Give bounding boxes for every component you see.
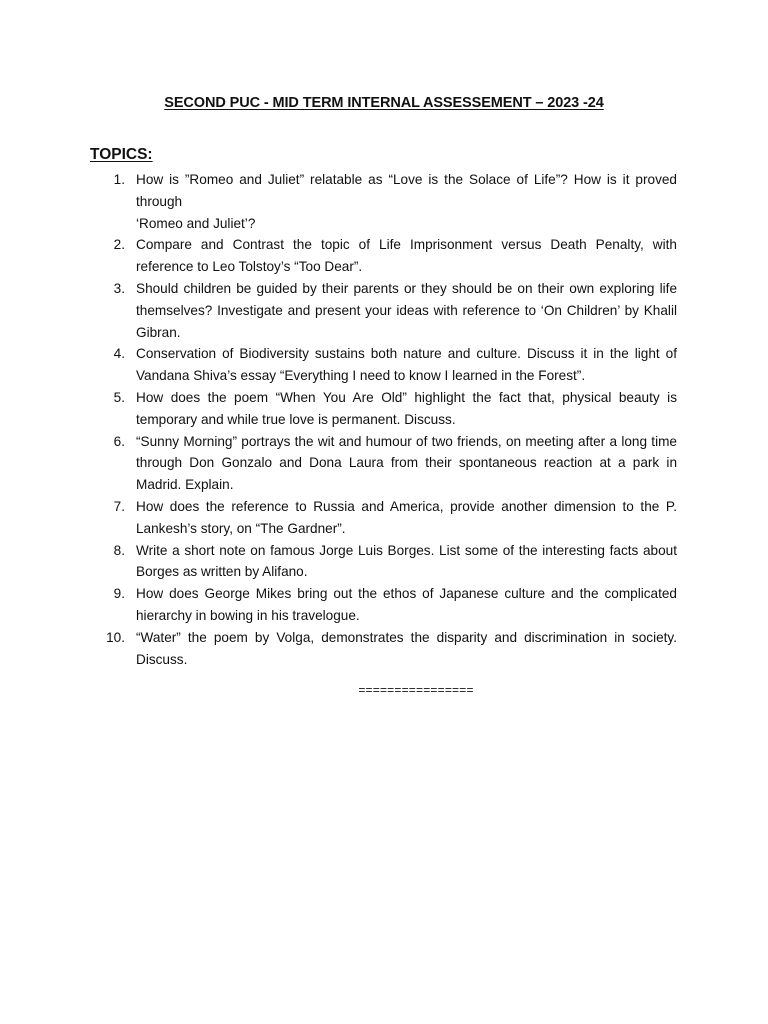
document-title-text: SECOND PUC - MID TERM INTERNAL ASSESSEMENT – 2023 -24 [164,95,604,111]
topic-number: 7. [113,498,125,514]
topic-text: Should children be guided by their parents or they should be on their own exploring life themselves? Investigate and present your ideas with reference to ‘On Children’ by Khalil Gibran. [136,280,677,340]
topic-item-5 [90,387,677,431]
topic-item-10 [90,627,677,671]
topic-item-2 [90,234,677,278]
topic-number: 8. [113,542,125,558]
topic-number: 2. [113,237,125,253]
document-title [0,95,768,111]
topic-item-3 [90,278,677,343]
topic-number: 4. [113,346,125,362]
topic-text: “Water” the poem by Volga, demonstrates the disparity and discrimination in society. Discuss. [136,629,677,667]
topic-item-7 [90,496,677,540]
topic-item-6 [90,431,677,496]
topic-text: How is ”Romeo and Juliet” relatable as “Love is the Solace of Life”? How is it proved through [136,172,677,209]
topic-text: Compare and Contrast the topic of Life Imprisonment versus Death Penalty, with reference to Leo Tolstoy’s “Too Dear”. [136,237,677,275]
topic-text: Write a short note on famous Jorge Luis Borges. List some of the interesting facts about Borges as written by Alifano. [136,542,677,580]
topic-number: 9. [113,586,125,602]
topic-text: Conservation of Biodiversity sustains both nature and culture. Discuss it in the light of Vandana Shiva’s essay “Everything I need to know I learned in the Forest”. [136,346,677,384]
topic-number: 3. [113,280,125,296]
topic-list [90,169,677,670]
topic-item-1 [90,169,677,234]
topic-item-4 [90,343,677,387]
topic-number: 5. [113,389,125,405]
document-separator: ================ [358,683,474,697]
topic-number: 10. [106,629,125,645]
topic-text: “Sunny Morning” portrays the wit and humour of two friends, on meeting after a long time through Don Gonzalo and Dona Laura from their spontaneous reaction at a park in Madrid. Explain. [136,433,677,493]
topic-item-8 [90,540,677,584]
topics-heading: TOPICS: [90,146,153,163]
topic-text: How does the reference to Russia and America, provide another dimension to the P. Lankesh’s story, on “The Gardner”. [136,498,677,536]
topic-continuation: ‘Romeo and Juliet’? [136,215,256,231]
topic-number: 1. [113,172,125,187]
topic-item-9 [90,583,677,627]
topic-text: How does George Mikes bring out the ethos of Japanese culture and the complicated hierarchy in bowing in his travelogue. [136,586,677,623]
topic-number: 6. [113,433,125,449]
topic-text: How does the poem “When You Are Old” highlight the fact that, physical beauty is temporary and while true love is permanent. Discuss. [136,389,677,427]
